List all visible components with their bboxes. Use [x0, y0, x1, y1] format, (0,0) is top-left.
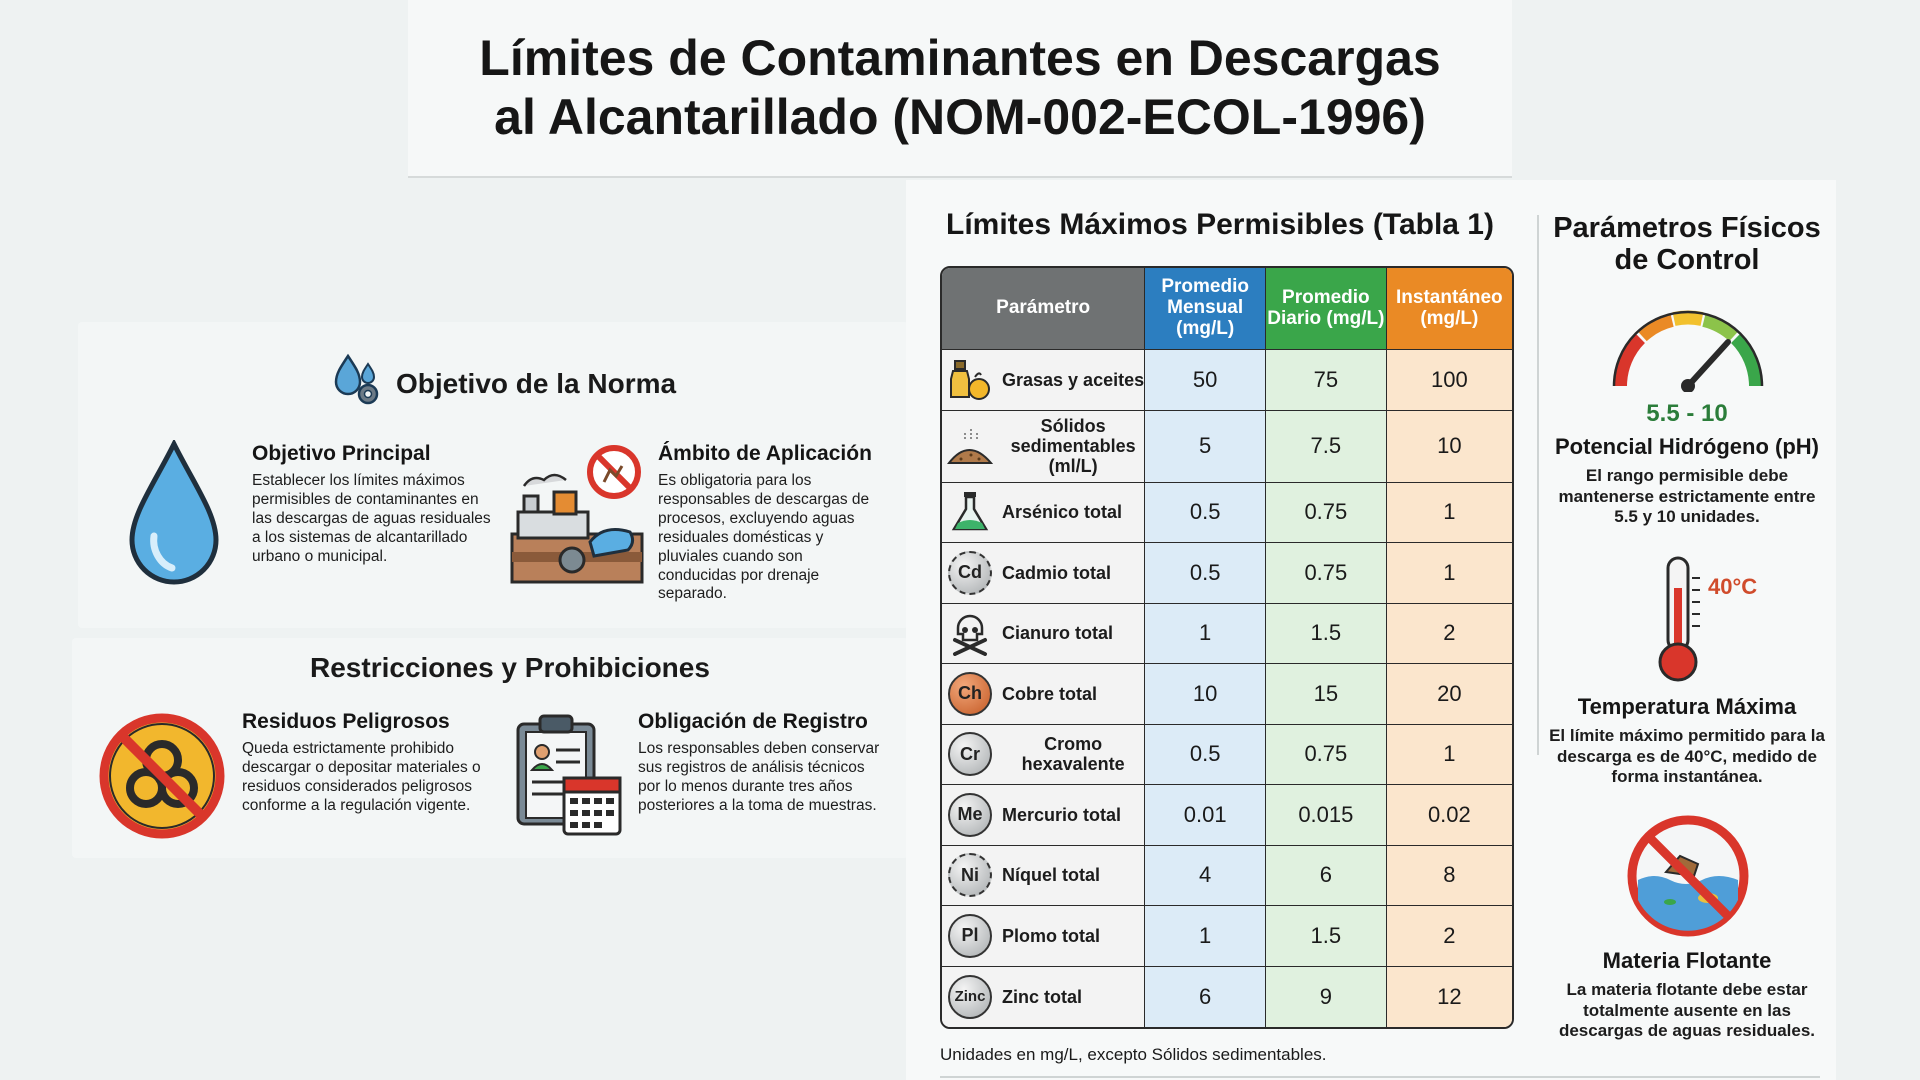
param-cell	[942, 664, 1145, 725]
table-row	[942, 785, 1512, 846]
value-instantaneo: 12	[1387, 967, 1512, 1028]
value-mensual: 50	[1145, 350, 1266, 411]
skull-crossbones-icon	[946, 609, 994, 657]
lead-symbol: Pl	[948, 914, 992, 958]
table-row	[942, 664, 1512, 725]
param-cell	[942, 725, 1145, 786]
chromium-badge-icon	[946, 730, 994, 778]
cadmium-symbol: Cd	[948, 551, 992, 595]
floating-matter-title: Materia Flotante	[1602, 948, 1772, 973]
value-mensual: 10	[1145, 664, 1266, 725]
thermometer-icon	[1648, 554, 1708, 689]
value-instantaneo: 20	[1387, 664, 1512, 725]
ambito-aplicacion-text: Es obligatoria para los responsables de descargas de procesos, excluyendo aguas residuales domésticas y pluviales cuando son conducidas por drenaje separado.	[658, 472, 870, 603]
bottom-divider	[940, 1076, 1820, 1078]
ph-gauge-icon	[1610, 308, 1766, 397]
value-diario: 1.5	[1266, 906, 1387, 967]
copper-symbol: Ch	[948, 672, 992, 716]
physical-params-title: Parámetros Físicos de Control	[1553, 212, 1821, 277]
restricciones-heading	[310, 652, 710, 684]
ambito-aplicacion-title: Ámbito de Aplicación	[658, 442, 872, 465]
header-parametro: Parámetro	[942, 268, 1145, 350]
param-cell	[942, 906, 1145, 967]
param-cell	[942, 483, 1145, 544]
ambito-aplicacion	[658, 442, 884, 604]
value-diario: 0.75	[1266, 483, 1387, 544]
nickel-gear-icon	[946, 851, 994, 899]
value-diario: 0.75	[1266, 725, 1387, 786]
value-mensual: 0.5	[1145, 725, 1266, 786]
value-diario: 7.5	[1266, 411, 1387, 483]
ph-block	[1548, 400, 1826, 528]
param-cell	[942, 967, 1145, 1028]
value-mensual: 5	[1145, 411, 1266, 483]
table-title: Límites Máximos Permisibles (Tabla 1)	[946, 208, 1494, 241]
sediment-pile-icon	[946, 422, 994, 470]
param-cell	[942, 785, 1145, 846]
chromium-symbol: Cr	[948, 732, 992, 776]
value-instantaneo: 2	[1387, 604, 1512, 665]
factory-discharge-icon	[510, 442, 646, 591]
value-diario: 1.5	[1266, 604, 1387, 665]
param-cell	[942, 543, 1145, 604]
floating-matter-prohibited-icon	[1626, 814, 1750, 943]
obligacion-registro	[638, 710, 888, 816]
param-name: Cromo hexavalente	[1021, 734, 1125, 775]
param-name: Cadmio total	[1002, 562, 1112, 583]
value-mensual: 0.5	[1145, 483, 1266, 544]
value-instantaneo: 1	[1387, 725, 1512, 786]
floating-matter-text: La materia flotante debe estar totalmente ausente en las descargas de aguas residuales.	[1558, 980, 1816, 1041]
mercury-badge-icon	[946, 791, 994, 839]
table-row	[942, 846, 1512, 907]
table-row	[942, 411, 1512, 483]
zinc-symbol: Zinc	[948, 975, 992, 1019]
param-cell	[942, 411, 1145, 483]
value-diario: 0.015	[1266, 785, 1387, 846]
nickel-symbol: Ni	[948, 853, 992, 897]
objetivo-principal	[252, 442, 502, 567]
residuos-peligrosos-text: Queda estrictamente prohibido descargar o depositar materiales o residuos considerados peligrosos conforme a la regulación vigente.	[242, 740, 481, 814]
value-mensual: 4	[1145, 846, 1266, 907]
param-name: Níquel total	[1002, 865, 1100, 886]
param-cell	[942, 350, 1145, 411]
param-name: Cianuro total	[1002, 623, 1113, 644]
value-diario: 9	[1266, 967, 1387, 1028]
param-name: Zinc total	[1002, 986, 1082, 1007]
value-instantaneo: 0.02	[1387, 785, 1512, 846]
ph-text: El rango permisible debe mantenerse estrictamente entre 5.5 y 10 unidades.	[1558, 466, 1816, 527]
table-header-row	[942, 268, 1512, 350]
table-row	[942, 543, 1512, 604]
param-name: Sólidos sedimentables (ml/L)	[1010, 415, 1136, 477]
value-mensual: 6	[1145, 967, 1266, 1028]
param-cell	[942, 846, 1145, 907]
param-name: Plomo total	[1002, 925, 1100, 946]
title-line-1: Límites de Contaminantes en Descargas	[479, 30, 1441, 86]
objetivo-principal-title: Objetivo Principal	[252, 442, 431, 465]
value-instantaneo: 10	[1387, 411, 1512, 483]
ph-range: 5.5 - 10	[1646, 400, 1728, 427]
value-instantaneo: 2	[1387, 906, 1512, 967]
water-drop-icon	[124, 440, 224, 593]
header-instantaneo: Instantáneo (mg/L)	[1387, 268, 1512, 350]
table-row	[942, 906, 1512, 967]
temperature-text: El límite máximo permitido para la descarga es de 40°C, medido de forma instantánea.	[1549, 726, 1825, 787]
obligacion-registro-title: Obligación de Registro	[638, 710, 868, 733]
table-footnote: Unidades en mg/L, excepto Sólidos sedimentables.	[940, 1045, 1327, 1064]
value-mensual: 0.01	[1145, 785, 1266, 846]
obligacion-registro-text: Los responsables deben conservar sus registros de análisis técnicos por lo menos durante tres años posteriores a la toma de muestras.	[638, 740, 880, 814]
water-gear-icon	[330, 352, 386, 415]
table-row	[942, 967, 1512, 1028]
value-mensual: 0.5	[1145, 543, 1266, 604]
temperature-value: 40°C	[1708, 574, 1758, 599]
value-diario: 6	[1266, 846, 1387, 907]
param-name: Grasas y aceites	[1002, 369, 1145, 390]
title-banner	[408, 0, 1512, 178]
flask-icon	[946, 488, 994, 536]
header-promedio-diario: Promedio Diario (mg/L)	[1266, 268, 1387, 350]
page-title	[479, 29, 1440, 147]
copper-badge-icon	[946, 670, 994, 718]
clipboard-calendar-icon	[514, 710, 624, 843]
param-name: Mercurio total	[1002, 804, 1122, 825]
biohazard-prohibited-icon	[98, 712, 226, 845]
value-diario: 0.75	[1266, 543, 1387, 604]
lead-badge-icon	[946, 912, 994, 960]
value-mensual: 1	[1145, 906, 1266, 967]
mercury-symbol: Me	[948, 793, 992, 837]
floating-matter-block	[1548, 948, 1826, 1042]
objetivo-heading-text: Objetivo de la Norma	[396, 367, 677, 399]
table-row	[942, 483, 1512, 544]
objetivo-principal-text: Establecer los límites máximos permisibles de contaminantes en las descargas de aguas residuales a los sistemas de alcantarillado urbano o municipal.	[252, 472, 491, 565]
objetivo-heading	[330, 352, 676, 415]
value-mensual: 1	[1145, 604, 1266, 665]
ph-title: Potencial Hidrógeno (pH)	[1555, 434, 1819, 459]
column-divider	[1537, 215, 1539, 755]
value-instantaneo: 1	[1387, 483, 1512, 544]
temperature-title: Temperatura Máxima	[1577, 694, 1797, 719]
value-diario: 75	[1266, 350, 1387, 411]
header-promedio-mensual: Promedio Mensual (mg/L)	[1145, 268, 1266, 350]
zinc-badge-icon	[946, 973, 994, 1021]
residuos-peligrosos	[242, 710, 482, 816]
value-instantaneo: 8	[1387, 846, 1512, 907]
param-cell	[942, 604, 1145, 665]
temperature-block	[1548, 694, 1826, 788]
residuos-peligrosos-title: Residuos Peligrosos	[242, 710, 450, 733]
title-line-2: al Alcantarillado (NOM-002-ECOL-1996)	[494, 89, 1426, 145]
table-row	[942, 350, 1512, 411]
oil-bottle-icon	[946, 356, 994, 404]
table-row	[942, 725, 1512, 786]
param-name: Cobre total	[1002, 683, 1098, 704]
cadmium-gear-icon	[946, 549, 994, 597]
restricciones-heading-text: Restricciones y Prohibiciones	[310, 652, 710, 683]
value-instantaneo: 1	[1387, 543, 1512, 604]
limits-table	[940, 266, 1514, 1029]
value-diario: 15	[1266, 664, 1387, 725]
value-instantaneo: 100	[1387, 350, 1512, 411]
table-row	[942, 604, 1512, 665]
param-name: Arsénico total	[1002, 502, 1123, 523]
